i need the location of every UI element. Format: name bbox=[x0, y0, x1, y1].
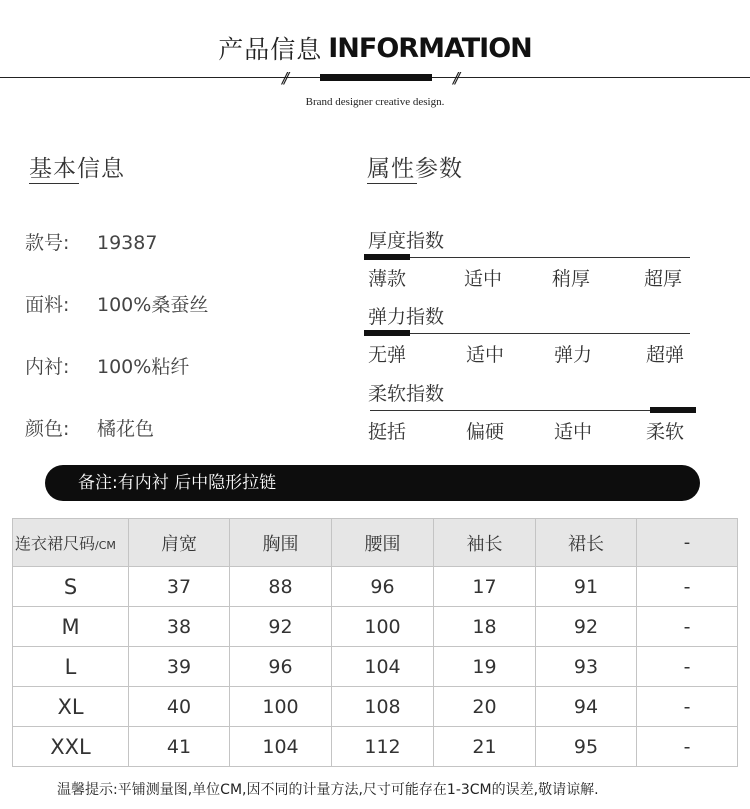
table-cell-size: XL bbox=[13, 687, 129, 727]
decor-slashes-right: // bbox=[453, 69, 458, 87]
table-header-row bbox=[13, 519, 738, 567]
table-cell: 21 bbox=[434, 727, 536, 767]
table-header-cell: 裙长 bbox=[536, 519, 637, 567]
table-cell: 104 bbox=[230, 727, 332, 767]
softness-option: 适中 bbox=[554, 421, 593, 443]
table-cell: 104 bbox=[332, 647, 434, 687]
table-cell: 95 bbox=[536, 727, 637, 767]
table-cell-size: XXL bbox=[13, 727, 129, 767]
table-cell: 18 bbox=[434, 607, 536, 647]
table-cell: 38 bbox=[129, 607, 230, 647]
basic-info-heading: 基本信息 bbox=[29, 156, 125, 182]
table-cell: 108 bbox=[332, 687, 434, 727]
elasticity-index-title: 弹力指数 bbox=[368, 306, 445, 328]
basic-info-heading-underline bbox=[29, 183, 79, 184]
info-row-style-no bbox=[25, 228, 157, 255]
table-cell: 41 bbox=[129, 727, 230, 767]
info-row-lining bbox=[25, 352, 189, 379]
thickness-option: 超厚 bbox=[644, 268, 683, 290]
thickness-index-title: 厚度指数 bbox=[368, 230, 445, 252]
table-cell: 96 bbox=[230, 647, 332, 687]
thickness-index-marker bbox=[364, 254, 410, 260]
info-row-fabric bbox=[25, 290, 208, 317]
table-cell: - bbox=[637, 647, 738, 687]
note-banner: 备注:有内衬 后中隐形拉链 bbox=[45, 465, 700, 501]
info-value: 100%粘纤 bbox=[97, 356, 190, 378]
header-subtitle: Brand designer creative design. bbox=[305, 96, 445, 108]
table-cell: 88 bbox=[230, 567, 332, 607]
table-cell: 20 bbox=[434, 687, 536, 727]
info-row-color bbox=[25, 414, 154, 441]
table-cell: - bbox=[637, 687, 738, 727]
table-cell: 112 bbox=[332, 727, 434, 767]
info-value: 100%桑蚕丝 bbox=[97, 294, 209, 316]
table-row bbox=[13, 647, 738, 687]
info-label: 面料: bbox=[25, 294, 70, 316]
table-row bbox=[13, 567, 738, 607]
softness-option: 柔软 bbox=[646, 421, 685, 443]
info-value: 橘花色 bbox=[97, 418, 155, 440]
elasticity-option: 适中 bbox=[466, 344, 505, 366]
info-value: 19387 bbox=[97, 232, 158, 254]
table-cell: 96 bbox=[332, 567, 434, 607]
table-cell: 39 bbox=[129, 647, 230, 687]
thickness-option: 适中 bbox=[464, 268, 503, 290]
decor-slashes-left: // bbox=[282, 69, 287, 87]
info-label: 内衬: bbox=[25, 356, 70, 378]
table-cell: 37 bbox=[129, 567, 230, 607]
table-header-cell: - bbox=[637, 519, 738, 567]
table-cell: 19 bbox=[434, 647, 536, 687]
header-title-cn: 产品信息 bbox=[218, 35, 323, 64]
table-header-cell: 胸围 bbox=[230, 519, 332, 567]
table-header-cell: 袖长 bbox=[434, 519, 536, 567]
table-cell: 92 bbox=[230, 607, 332, 647]
header-accent-bar bbox=[320, 74, 432, 81]
softness-option: 偏硬 bbox=[466, 421, 505, 443]
elasticity-option: 弹力 bbox=[554, 344, 593, 366]
table-cell: - bbox=[637, 607, 738, 647]
table-cell: 40 bbox=[129, 687, 230, 727]
softness-option: 挺括 bbox=[368, 421, 407, 443]
page-header bbox=[0, 30, 750, 66]
table-cell: 94 bbox=[536, 687, 637, 727]
size-table bbox=[12, 518, 738, 767]
table-cell: 93 bbox=[536, 647, 637, 687]
attributes-heading: 属性参数 bbox=[367, 156, 463, 182]
table-row bbox=[13, 607, 738, 647]
attributes-heading-underline bbox=[367, 183, 417, 184]
thickness-index-scale bbox=[370, 257, 690, 258]
elasticity-index-marker bbox=[364, 330, 410, 336]
table-cell: - bbox=[637, 567, 738, 607]
table-row bbox=[13, 727, 738, 767]
table-cell: 17 bbox=[434, 567, 536, 607]
thickness-option: 稍厚 bbox=[552, 268, 591, 290]
table-cell: 100 bbox=[332, 607, 434, 647]
softness-index-title: 柔软指数 bbox=[368, 383, 445, 405]
table-cell: 100 bbox=[230, 687, 332, 727]
info-label: 款号: bbox=[25, 232, 70, 254]
table-header-cell: 肩宽 bbox=[129, 519, 230, 567]
softness-index-scale bbox=[370, 410, 690, 411]
table-header-cell: 连衣裙尺码/CM bbox=[13, 519, 129, 567]
table-cell: 92 bbox=[536, 607, 637, 647]
table-header-cell: 腰围 bbox=[332, 519, 434, 567]
table-cell: - bbox=[637, 727, 738, 767]
softness-index-marker bbox=[650, 407, 696, 413]
table-cell-size: L bbox=[13, 647, 129, 687]
thickness-option: 薄款 bbox=[368, 268, 407, 290]
info-label: 颜色: bbox=[25, 418, 70, 440]
table-cell-size: M bbox=[13, 607, 129, 647]
elasticity-index-scale bbox=[370, 333, 690, 334]
table-cell: 91 bbox=[536, 567, 637, 607]
table-row bbox=[13, 687, 738, 727]
elasticity-option: 超弹 bbox=[646, 344, 685, 366]
footnote: 温馨提示:平铺测量图,单位CM,因不同的计量方法,尺寸可能存在1-3CM的误差,敬请谅解. bbox=[57, 782, 599, 798]
elasticity-option: 无弹 bbox=[368, 344, 407, 366]
header-title-en: INFORMATION bbox=[328, 32, 532, 64]
table-cell-size: S bbox=[13, 567, 129, 607]
